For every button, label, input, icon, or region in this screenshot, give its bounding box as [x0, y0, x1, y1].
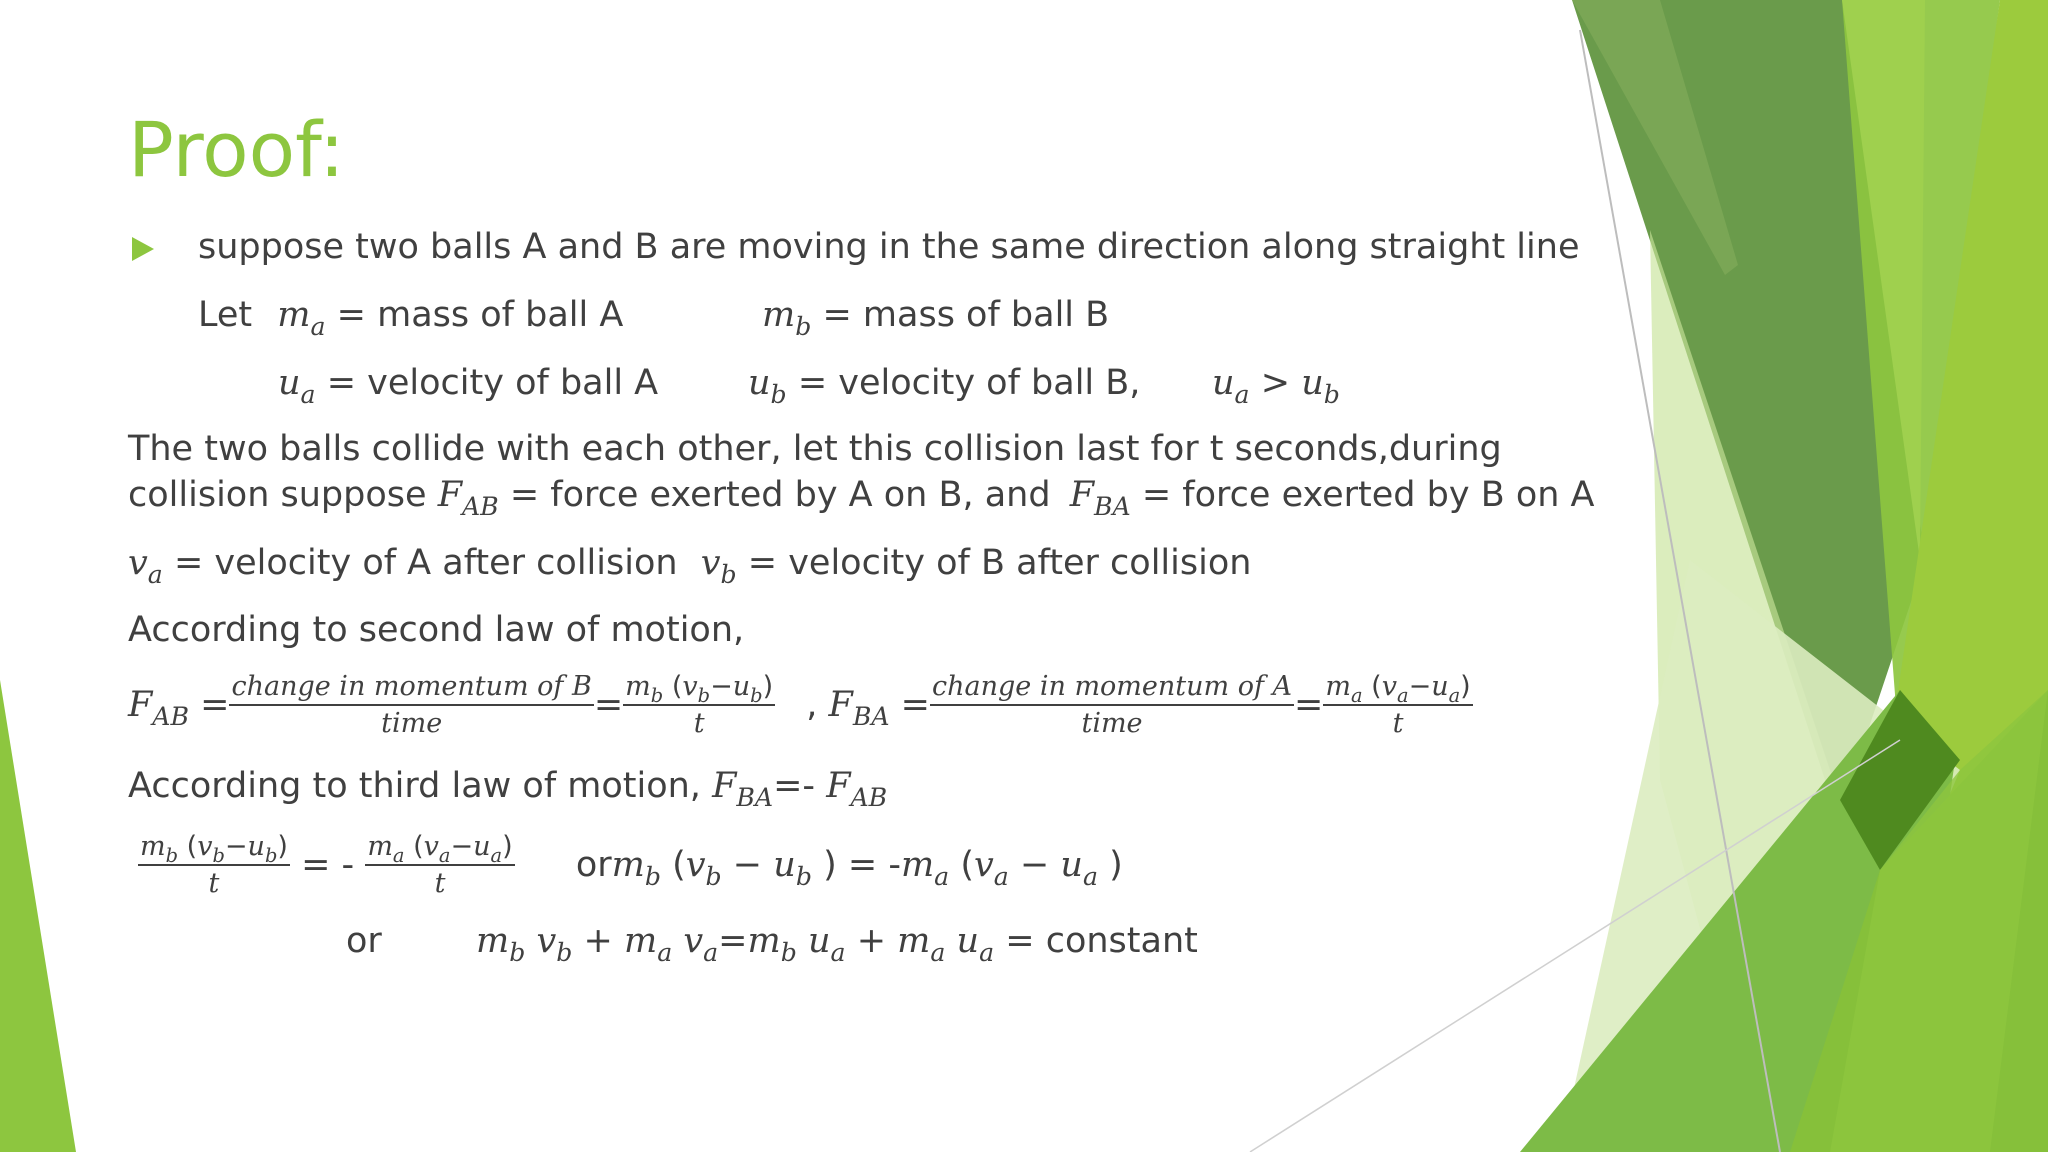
slide-title: Proof: [128, 105, 345, 194]
mass-a-symbol: $m_a$ [277, 295, 326, 341]
mass-b-text: = mass of ball B [822, 295, 1110, 335]
velocity-a-definition [278, 362, 659, 409]
triangle-right-icon [132, 237, 154, 261]
collision-text-line1: The two balls collide with each other, let this collision last for t seconds,during [128, 429, 1502, 469]
fraction-change-a: $\frac{\text{change in momentum of A}}{\text{time}}$ [932, 671, 1293, 739]
or-label: or [346, 921, 382, 961]
velocity-a-text: = velocity of ball A [326, 363, 659, 403]
fraction-impulse-b: $\frac{m_b (v_b-u_b)}{t}$ [140, 831, 288, 899]
after-collision-line: $v_a$ = velocity of A after collision $v_b$ = velocity of B after collision [128, 543, 1252, 589]
mass-b-symbol: $m_b$ [762, 295, 812, 341]
collision-text-line2: collision suppose $F_{AB}$ = force exerted by A on B, and $F_{BA}$ = force exerted by B on A [128, 475, 1595, 521]
fraction-momentum-a: $\frac{m_a (v_a-u_a)}{t}$ [1325, 671, 1471, 739]
fraction-momentum-b: $\frac{m_b (v_b-u_b)}{t}$ [625, 671, 774, 739]
bullet-text-line: suppose two balls A and B are moving in the same direction along straight line [198, 227, 1580, 267]
conservation-equation: $m_b$ $v_b + m_a$ $v_a=m_b$ $u_a + m_a$ $u_a$ = constant [476, 921, 1198, 967]
fraction-change-b: $\frac{\text{change in momentum of B}}{\text{time}}$ [231, 671, 592, 739]
velocity-b-text: = velocity of ball B, [797, 363, 1141, 403]
let-label: Let [198, 295, 253, 335]
fraction-impulse-a: $\frac{m_a (v_a-u_a)}{t}$ [367, 831, 513, 899]
momentum-equality-line: $\frac{m_b (v_b-u_b)}{t}$ = - $\frac{m_a (v_a-u_a)}{t}$ orm$_b$ ($v_b - u_b$ ) = $-m_a$ ($v_a - u_a$ ) [138, 830, 1123, 902]
mass-definitions-line [198, 294, 624, 341]
mass-a-text: = mass of ball A [336, 295, 624, 335]
third-law-line: According to third law of motion, $F_{BA}=-$ $F_{AB}$ [128, 766, 888, 812]
velocity-a-symbol: $u_a$ [278, 363, 316, 409]
second-law-heading: According to second law of motion, [128, 610, 745, 650]
mass-b-definition [762, 294, 1110, 341]
velocity-b-definition [748, 362, 1141, 409]
velocity-inequality: $u_a > u_b$ [1212, 363, 1340, 409]
second-law-equations: $F_{AB}$ = $\frac{\text{change in momentum of B}}{\text{time}}$ = $\frac{m_b (v_b-u_b)}{t}$ , $F_{BA}$ = $\frac{\text{change in momentum of A}}{\text{time}}$ = $\frac{m_a (v_a-u_a)}{t}$ [128, 670, 1473, 742]
velocity-b-symbol: $u_b$ [748, 363, 787, 409]
